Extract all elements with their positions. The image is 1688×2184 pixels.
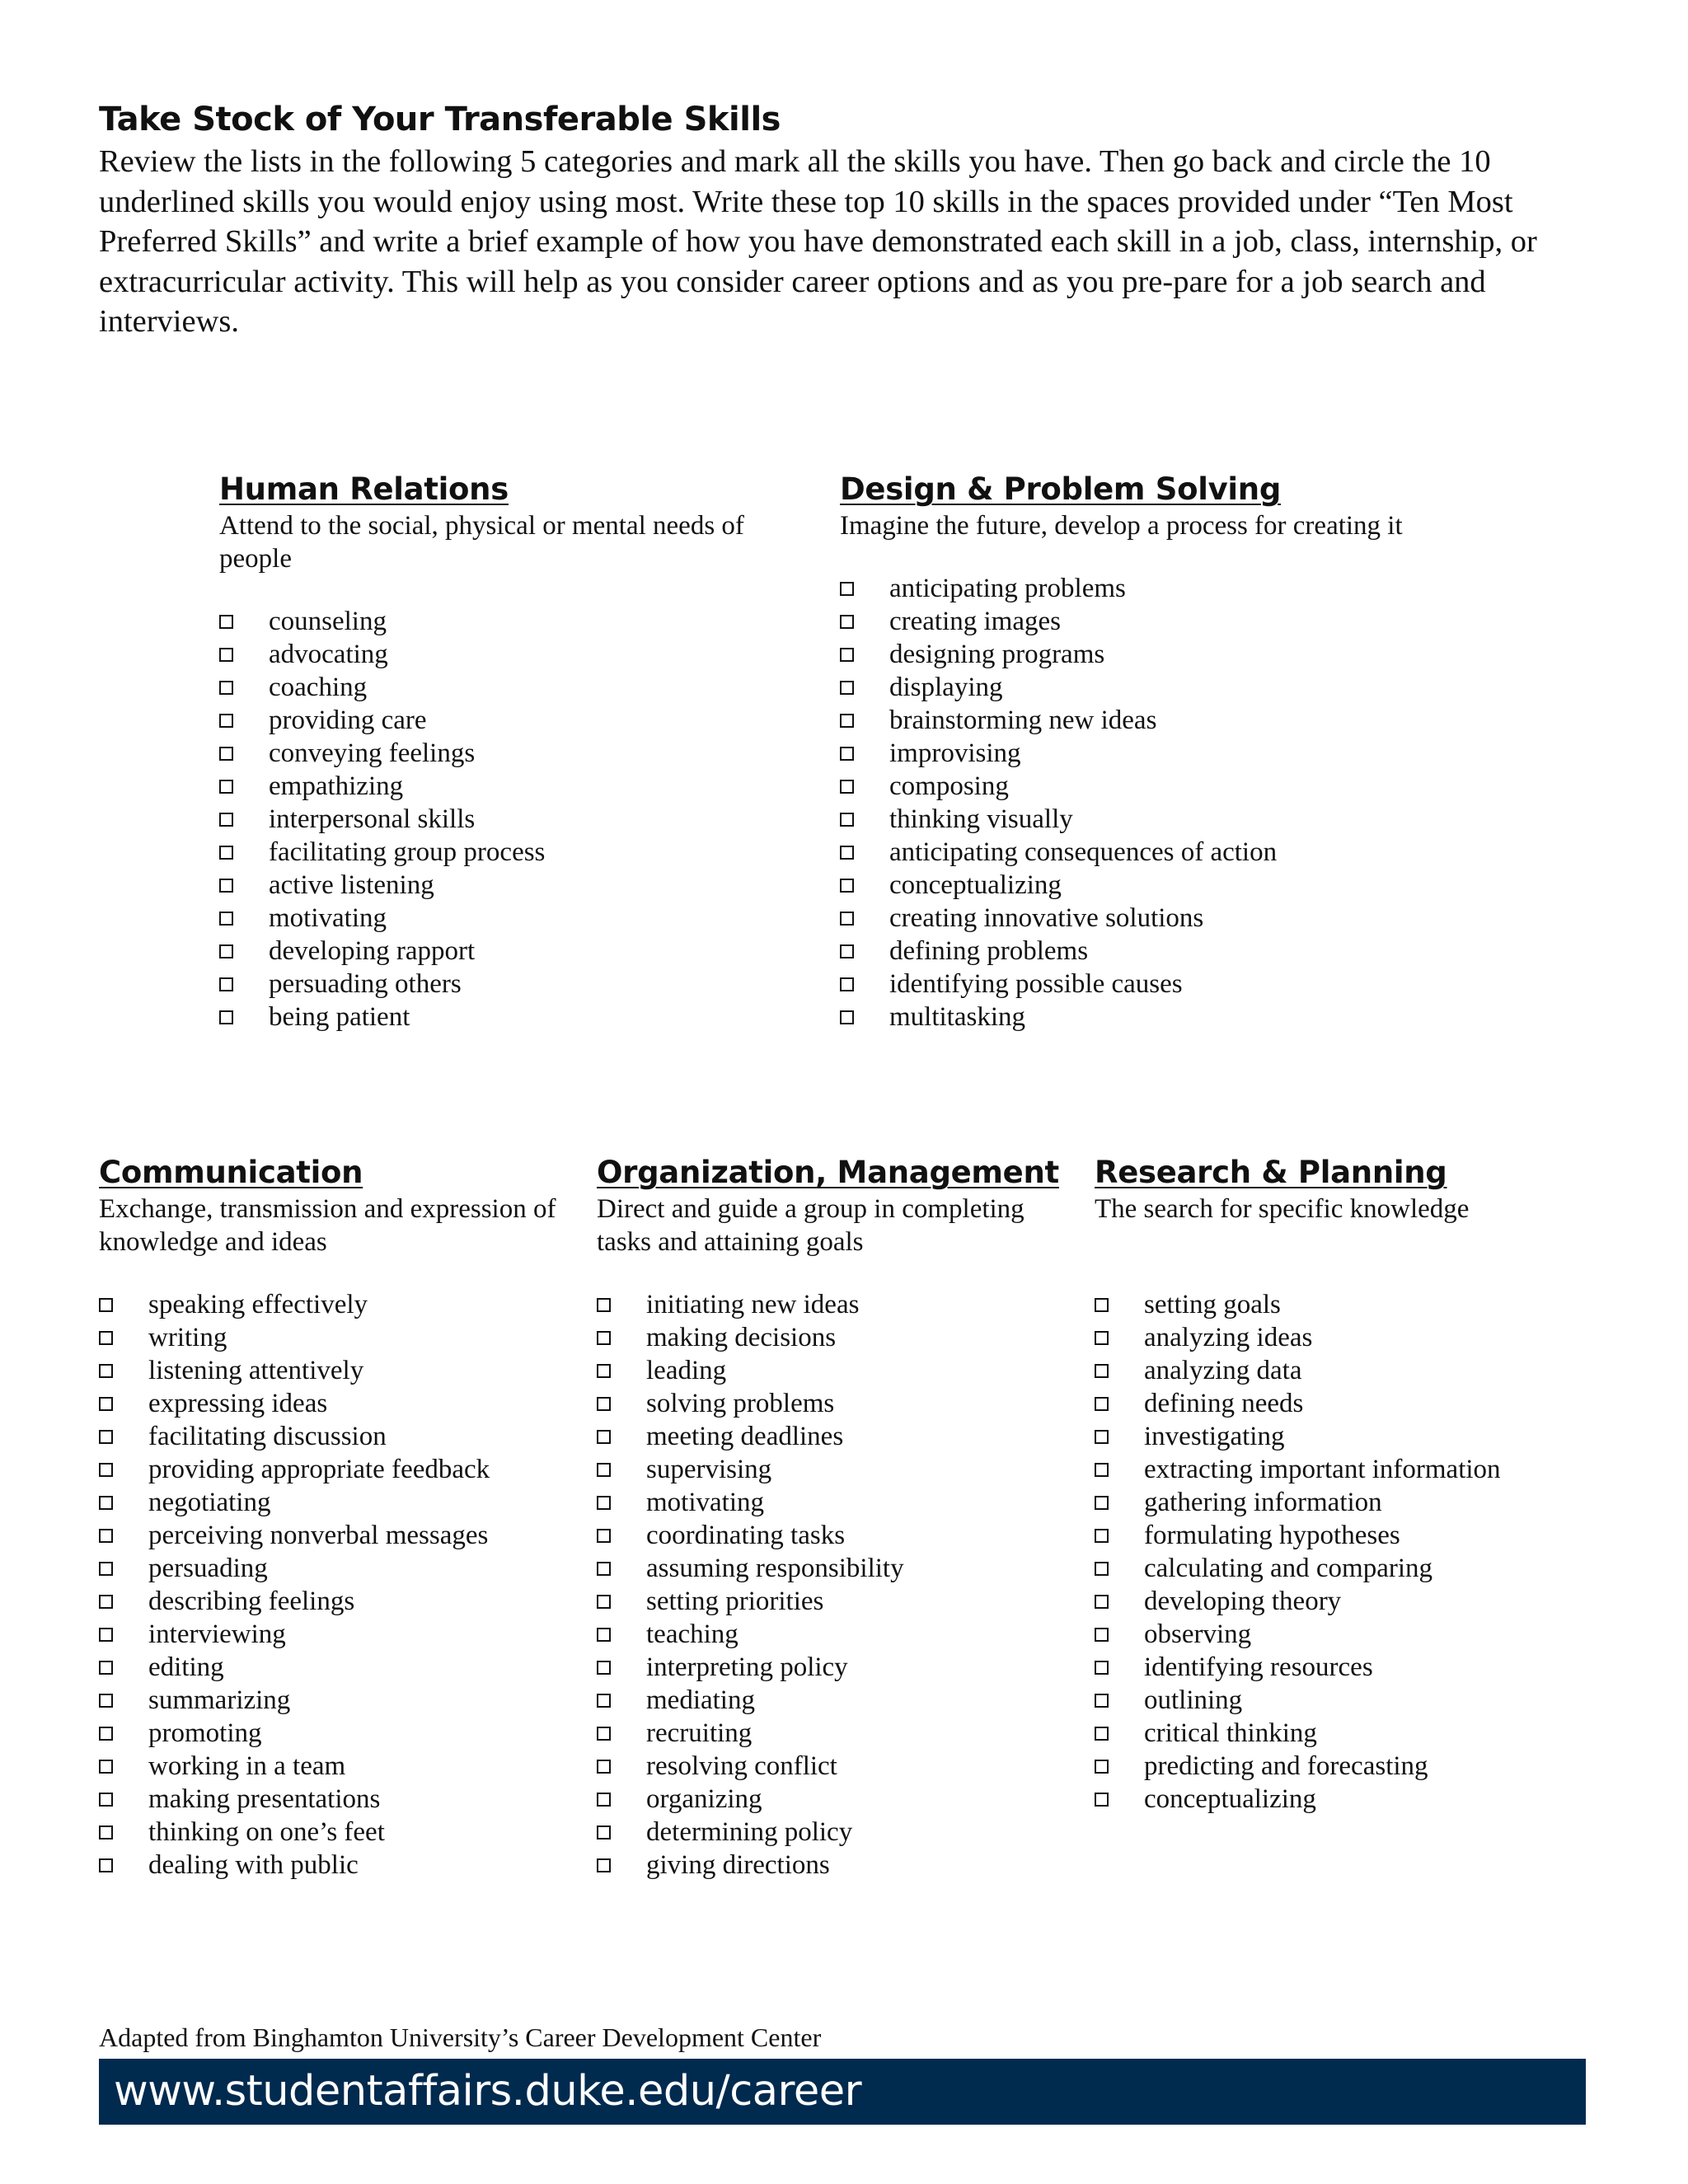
page-title: Take Stock of Your Transferable Skills: [99, 101, 781, 138]
skill-label: providing care: [269, 705, 427, 735]
skill-item: [1095, 1717, 1589, 1750]
checkbox-icon[interactable]: [99, 1364, 113, 1378]
skill-item: [1095, 1618, 1589, 1651]
skill-label: gathering information: [1144, 1487, 1382, 1517]
checkbox-icon[interactable]: [840, 813, 854, 827]
skill-label: outlining: [1144, 1685, 1243, 1715]
checkbox-icon[interactable]: [219, 977, 233, 991]
skill-label: assuming responsibility: [646, 1553, 904, 1583]
skill-label: formulating hypotheses: [1144, 1520, 1400, 1550]
source-credit: Adapted from Binghamton University’s Career Development Center: [99, 2022, 822, 2052]
checkbox-icon[interactable]: [597, 1364, 611, 1378]
skill-item: [1095, 1684, 1589, 1717]
skill-label: organizing: [646, 1783, 762, 1814]
skill-item: [1095, 1651, 1589, 1684]
category-heading: Human Relations: [219, 471, 509, 507]
skill-item: [840, 935, 1516, 968]
skill-label: resolving conflict: [646, 1750, 837, 1781]
skill-item: [597, 1486, 1075, 1519]
skill-item: [219, 605, 796, 638]
skill-label: conveying feelings: [269, 738, 476, 768]
checkbox-icon[interactable]: [840, 1010, 854, 1024]
skill-item: [99, 1651, 577, 1684]
category-heading: Organization, Management: [597, 1155, 1059, 1190]
skill-item: [840, 671, 1516, 704]
skill-label: calculating and comparing: [1144, 1553, 1433, 1583]
skill-item: [1095, 1486, 1589, 1519]
skill-label: advocating: [269, 639, 388, 669]
checkbox-icon[interactable]: [1095, 1727, 1109, 1741]
skill-label: coaching: [269, 672, 368, 702]
skill-label: identifying resources: [1144, 1652, 1373, 1682]
skill-item: [219, 1001, 796, 1033]
checkbox-icon[interactable]: [99, 1727, 113, 1741]
skill-item: [840, 968, 1516, 1001]
checkbox-icon[interactable]: [597, 1793, 611, 1807]
skill-item: [1095, 1552, 1589, 1585]
skill-label: critical thinking: [1144, 1718, 1317, 1748]
skill-item: [99, 1750, 577, 1783]
skill-item: [1095, 1750, 1589, 1783]
category-description: Attend to the social, physical or mental needs of people: [219, 511, 744, 574]
skill-item: [99, 1717, 577, 1750]
skill-item: [1095, 1420, 1589, 1453]
category-human-relations: [219, 470, 796, 1033]
checkbox-icon[interactable]: [597, 1628, 611, 1642]
checkbox-icon[interactable]: [840, 648, 854, 662]
skill-item: [99, 1849, 577, 1882]
skill-label: persuading: [148, 1553, 268, 1583]
skill-item: [840, 737, 1516, 770]
skill-label: setting goals: [1144, 1289, 1281, 1319]
checkbox-icon[interactable]: [219, 944, 233, 958]
skill-label: making presentations: [148, 1783, 381, 1814]
skill-item: [597, 1717, 1075, 1750]
skill-list: [99, 1288, 577, 1882]
checkbox-icon[interactable]: [99, 1793, 113, 1807]
category-research-planning: [1095, 1153, 1589, 1816]
skill-label: motivating: [269, 902, 387, 933]
skill-label: giving directions: [646, 1849, 830, 1880]
skill-label: mediating: [646, 1685, 755, 1715]
skill-label: brainstorming new ideas: [889, 705, 1157, 735]
checkbox-icon[interactable]: [597, 1298, 611, 1312]
checkbox-icon[interactable]: [219, 648, 233, 662]
checkbox-icon[interactable]: [840, 879, 854, 893]
skill-label: predicting and forecasting: [1144, 1750, 1428, 1781]
checkbox-icon[interactable]: [99, 1595, 113, 1609]
checkbox-icon[interactable]: [597, 1661, 611, 1675]
checkbox-icon[interactable]: [597, 1562, 611, 1576]
category-design-problem-solving: [840, 470, 1516, 1033]
skill-list: [840, 572, 1516, 1033]
footer-url-banner: [99, 2059, 1586, 2125]
checkbox-icon[interactable]: [840, 944, 854, 958]
skill-item: [840, 572, 1516, 605]
skill-item: [99, 1783, 577, 1816]
checkbox-icon[interactable]: [219, 813, 233, 827]
skill-label: composing: [889, 771, 1009, 801]
skill-label: thinking visually: [889, 804, 1073, 834]
skill-item: [99, 1816, 577, 1849]
checkbox-icon[interactable]: [99, 1331, 113, 1345]
skill-item: [597, 1552, 1075, 1585]
skill-item: [840, 1001, 1516, 1033]
skill-item: [840, 803, 1516, 836]
skill-label: speaking effectively: [148, 1289, 368, 1319]
checkbox-icon[interactable]: [99, 1760, 113, 1774]
checkbox-icon[interactable]: [219, 846, 233, 860]
skill-item: [597, 1387, 1075, 1420]
checkbox-icon[interactable]: [840, 714, 854, 728]
checkbox-icon[interactable]: [1095, 1463, 1109, 1477]
skill-item: [597, 1783, 1075, 1816]
skill-item: [1095, 1585, 1589, 1618]
checkbox-icon[interactable]: [1095, 1496, 1109, 1510]
category-description: Imagine the future, develop a process for creating it: [840, 511, 1403, 541]
skill-label: thinking on one’s feet: [148, 1816, 385, 1847]
skill-item: [219, 704, 796, 737]
skill-label: being patient: [269, 1001, 410, 1032]
skill-list: [597, 1288, 1075, 1882]
skill-label: persuading others: [269, 968, 462, 999]
skill-label: creating innovative solutions: [889, 902, 1204, 933]
skill-label: describing feelings: [148, 1586, 355, 1616]
checkbox-icon[interactable]: [840, 977, 854, 991]
category-communication: [99, 1153, 577, 1882]
skill-item: [597, 1618, 1075, 1651]
checkbox-icon[interactable]: [219, 1010, 233, 1024]
skill-item: [219, 935, 796, 968]
skill-label: solving problems: [646, 1388, 835, 1418]
skill-item: [99, 1321, 577, 1354]
skill-item: [597, 1684, 1075, 1717]
skill-item: [99, 1288, 577, 1321]
skill-item: [99, 1585, 577, 1618]
checkbox-icon[interactable]: [219, 615, 233, 629]
skill-label: writing: [148, 1322, 227, 1352]
checkbox-icon[interactable]: [1095, 1694, 1109, 1708]
checkbox-icon[interactable]: [840, 681, 854, 695]
checkbox-icon[interactable]: [1095, 1331, 1109, 1345]
skill-label: setting priorities: [646, 1586, 824, 1616]
skill-item: [840, 638, 1516, 671]
skill-label: conceptualizing: [889, 869, 1062, 900]
skill-item: [597, 1420, 1075, 1453]
checkbox-icon[interactable]: [99, 1430, 113, 1444]
category-organization-management: [597, 1153, 1075, 1882]
checkbox-icon[interactable]: [597, 1825, 611, 1840]
skill-label: defining problems: [889, 935, 1089, 966]
skill-item: [840, 869, 1516, 902]
skill-label: conceptualizing: [1144, 1783, 1316, 1814]
checkbox-icon[interactable]: [840, 615, 854, 629]
skill-item: [597, 1651, 1075, 1684]
skill-label: identifying possible causes: [889, 968, 1183, 999]
skill-label: determining policy: [646, 1816, 853, 1847]
skill-item: [840, 704, 1516, 737]
checkbox-icon[interactable]: [1095, 1529, 1109, 1543]
skill-item: [597, 1321, 1075, 1354]
checkbox-icon[interactable]: [99, 1825, 113, 1840]
checkbox-icon[interactable]: [99, 1298, 113, 1312]
skill-item: [219, 638, 796, 671]
skill-label: improvising: [889, 738, 1021, 768]
skill-item: [597, 1585, 1075, 1618]
skill-item: [597, 1750, 1075, 1783]
skill-label: developing rapport: [269, 935, 476, 966]
category-description: Direct and guide a group in completing tasks and attaining goals: [597, 1194, 1025, 1257]
skill-label: facilitating discussion: [148, 1421, 387, 1451]
skill-label: negotiating: [148, 1487, 271, 1517]
checkbox-icon[interactable]: [597, 1858, 611, 1872]
skill-label: investigating: [1144, 1421, 1285, 1451]
skill-label: teaching: [646, 1619, 738, 1649]
checkbox-icon[interactable]: [99, 1661, 113, 1675]
category-description: Exchange, transmission and expression of knowledge and ideas: [99, 1194, 556, 1257]
skill-label: defining needs: [1144, 1388, 1304, 1418]
skill-label: dealing with public: [148, 1849, 359, 1880]
category-heading: Design & Problem Solving: [840, 471, 1282, 507]
checkbox-icon[interactable]: [597, 1694, 611, 1708]
skill-label: meeting deadlines: [646, 1421, 844, 1451]
skill-item: [1095, 1519, 1589, 1552]
skill-item: [1095, 1354, 1589, 1387]
skill-item: [99, 1684, 577, 1717]
category-heading: Communication: [99, 1155, 363, 1190]
skill-item: [219, 869, 796, 902]
category-heading: Research & Planning: [1095, 1155, 1447, 1190]
checkbox-icon[interactable]: [219, 912, 233, 926]
skill-item: [840, 836, 1516, 869]
skill-item: [219, 770, 796, 803]
checkbox-icon[interactable]: [597, 1397, 611, 1411]
skill-item: [1095, 1453, 1589, 1486]
skill-item: [1095, 1387, 1589, 1420]
skill-label: initiating new ideas: [646, 1289, 860, 1319]
checkbox-icon[interactable]: [840, 747, 854, 761]
checkbox-icon[interactable]: [1095, 1430, 1109, 1444]
skill-label: empathizing: [269, 771, 404, 801]
skill-label: supervising: [646, 1454, 772, 1484]
skill-label: providing appropriate feedback: [148, 1454, 490, 1484]
checkbox-icon[interactable]: [219, 681, 233, 695]
skill-item: [840, 902, 1516, 935]
checkbox-icon[interactable]: [1095, 1760, 1109, 1774]
skill-item: [219, 671, 796, 704]
checkbox-icon[interactable]: [597, 1595, 611, 1609]
skill-label: interpreting policy: [646, 1652, 848, 1682]
skill-label: coordinating tasks: [646, 1520, 846, 1550]
skill-label: extracting important information: [1144, 1454, 1501, 1484]
skill-item: [1095, 1321, 1589, 1354]
skill-item: [99, 1354, 577, 1387]
skill-label: expressing ideas: [148, 1388, 328, 1418]
skill-label: facilitating group process: [269, 837, 546, 867]
skill-label: summarizing: [148, 1685, 291, 1715]
skill-label: observing: [1144, 1619, 1252, 1649]
checkbox-icon[interactable]: [840, 912, 854, 926]
skill-item: [219, 836, 796, 869]
checkbox-icon[interactable]: [1095, 1595, 1109, 1609]
skill-list: [219, 605, 796, 1033]
skill-item: [219, 968, 796, 1001]
checkbox-icon[interactable]: [219, 714, 233, 728]
skill-item: [840, 605, 1516, 638]
checkbox-icon[interactable]: [597, 1529, 611, 1543]
checkbox-icon[interactable]: [840, 582, 854, 596]
checkbox-icon[interactable]: [219, 879, 233, 893]
skill-item: [99, 1387, 577, 1420]
checkbox-icon[interactable]: [99, 1694, 113, 1708]
skill-label: recruiting: [646, 1718, 753, 1748]
skill-list: [1095, 1288, 1589, 1816]
skill-label: anticipating consequences of action: [889, 837, 1278, 867]
skill-item: [597, 1849, 1075, 1882]
skill-item: [597, 1288, 1075, 1321]
skill-item: [1095, 1783, 1589, 1816]
checkbox-icon[interactable]: [1095, 1661, 1109, 1675]
skill-label: perceiving nonverbal messages: [148, 1520, 489, 1550]
skill-item: [597, 1453, 1075, 1486]
intro-paragraph: Review the lists in the following 5 categories and mark all the skills you have. Then go back and circle the 10 underlined skills you would enjoy using most. Write these top 10 skills in the spaces provided under “Ten Most Preferred Skills” and write a brief example of how you have demonstrated each skill in a job, class, internship, or extracurricular activity. This will help as you consider career options and as you pre-pare for a job search and interviews.: [99, 144, 1537, 339]
skill-label: interpersonal skills: [269, 804, 476, 834]
skill-label: active listening: [269, 869, 434, 900]
skill-label: anticipating problems: [889, 573, 1126, 603]
skill-item: [597, 1519, 1075, 1552]
checkbox-icon[interactable]: [99, 1496, 113, 1510]
checkbox-icon[interactable]: [840, 780, 854, 794]
checkbox-icon[interactable]: [1095, 1364, 1109, 1378]
skill-label: developing theory: [1144, 1586, 1342, 1616]
skill-label: promoting: [148, 1718, 262, 1748]
checkbox-icon[interactable]: [99, 1529, 113, 1543]
category-description: The search for specific knowledge: [1095, 1194, 1470, 1224]
checkbox-icon[interactable]: [99, 1628, 113, 1642]
skill-label: working in a team: [148, 1750, 346, 1781]
checkbox-icon[interactable]: [597, 1463, 611, 1477]
skill-item: [219, 902, 796, 935]
skill-item: [1095, 1288, 1589, 1321]
skill-item: [597, 1354, 1075, 1387]
checkbox-icon[interactable]: [1095, 1298, 1109, 1312]
skill-label: creating images: [889, 606, 1061, 636]
checkbox-icon[interactable]: [99, 1463, 113, 1477]
skill-item: [99, 1486, 577, 1519]
checkbox-icon[interactable]: [597, 1331, 611, 1345]
checkbox-icon[interactable]: [597, 1727, 611, 1741]
checkbox-icon[interactable]: [840, 846, 854, 860]
skill-label: counseling: [269, 606, 387, 636]
skill-item: [99, 1453, 577, 1486]
skill-item: [99, 1519, 577, 1552]
checkbox-icon[interactable]: [597, 1430, 611, 1444]
skill-item: [99, 1552, 577, 1585]
skill-label: multitasking: [889, 1001, 1025, 1032]
skill-label: motivating: [646, 1487, 764, 1517]
footer-url: www.studentaffairs.duke.edu/career: [114, 2067, 862, 2116]
skill-label: making decisions: [646, 1322, 837, 1352]
skill-item: [840, 770, 1516, 803]
checkbox-icon[interactable]: [597, 1496, 611, 1510]
skill-label: editing: [148, 1652, 224, 1682]
skill-label: analyzing data: [1144, 1355, 1302, 1385]
checkbox-icon[interactable]: [219, 780, 233, 794]
checkbox-icon[interactable]: [1095, 1793, 1109, 1807]
checkbox-icon[interactable]: [597, 1760, 611, 1774]
skill-label: listening attentively: [148, 1355, 364, 1385]
checkbox-icon[interactable]: [1095, 1397, 1109, 1411]
checkbox-icon[interactable]: [99, 1858, 113, 1872]
skill-item: [99, 1420, 577, 1453]
skill-item: [99, 1618, 577, 1651]
checkbox-icon[interactable]: [99, 1397, 113, 1411]
skill-label: analyzing ideas: [1144, 1322, 1313, 1352]
skill-label: leading: [646, 1355, 727, 1385]
skill-label: interviewing: [148, 1619, 286, 1649]
checkbox-icon[interactable]: [99, 1562, 113, 1576]
checkbox-icon[interactable]: [1095, 1562, 1109, 1576]
skill-label: designing programs: [889, 639, 1105, 669]
skill-item: [219, 737, 796, 770]
checkbox-icon[interactable]: [219, 747, 233, 761]
skill-label: displaying: [889, 672, 1003, 702]
skill-item: [219, 803, 796, 836]
skill-item: [597, 1816, 1075, 1849]
checkbox-icon[interactable]: [1095, 1628, 1109, 1642]
